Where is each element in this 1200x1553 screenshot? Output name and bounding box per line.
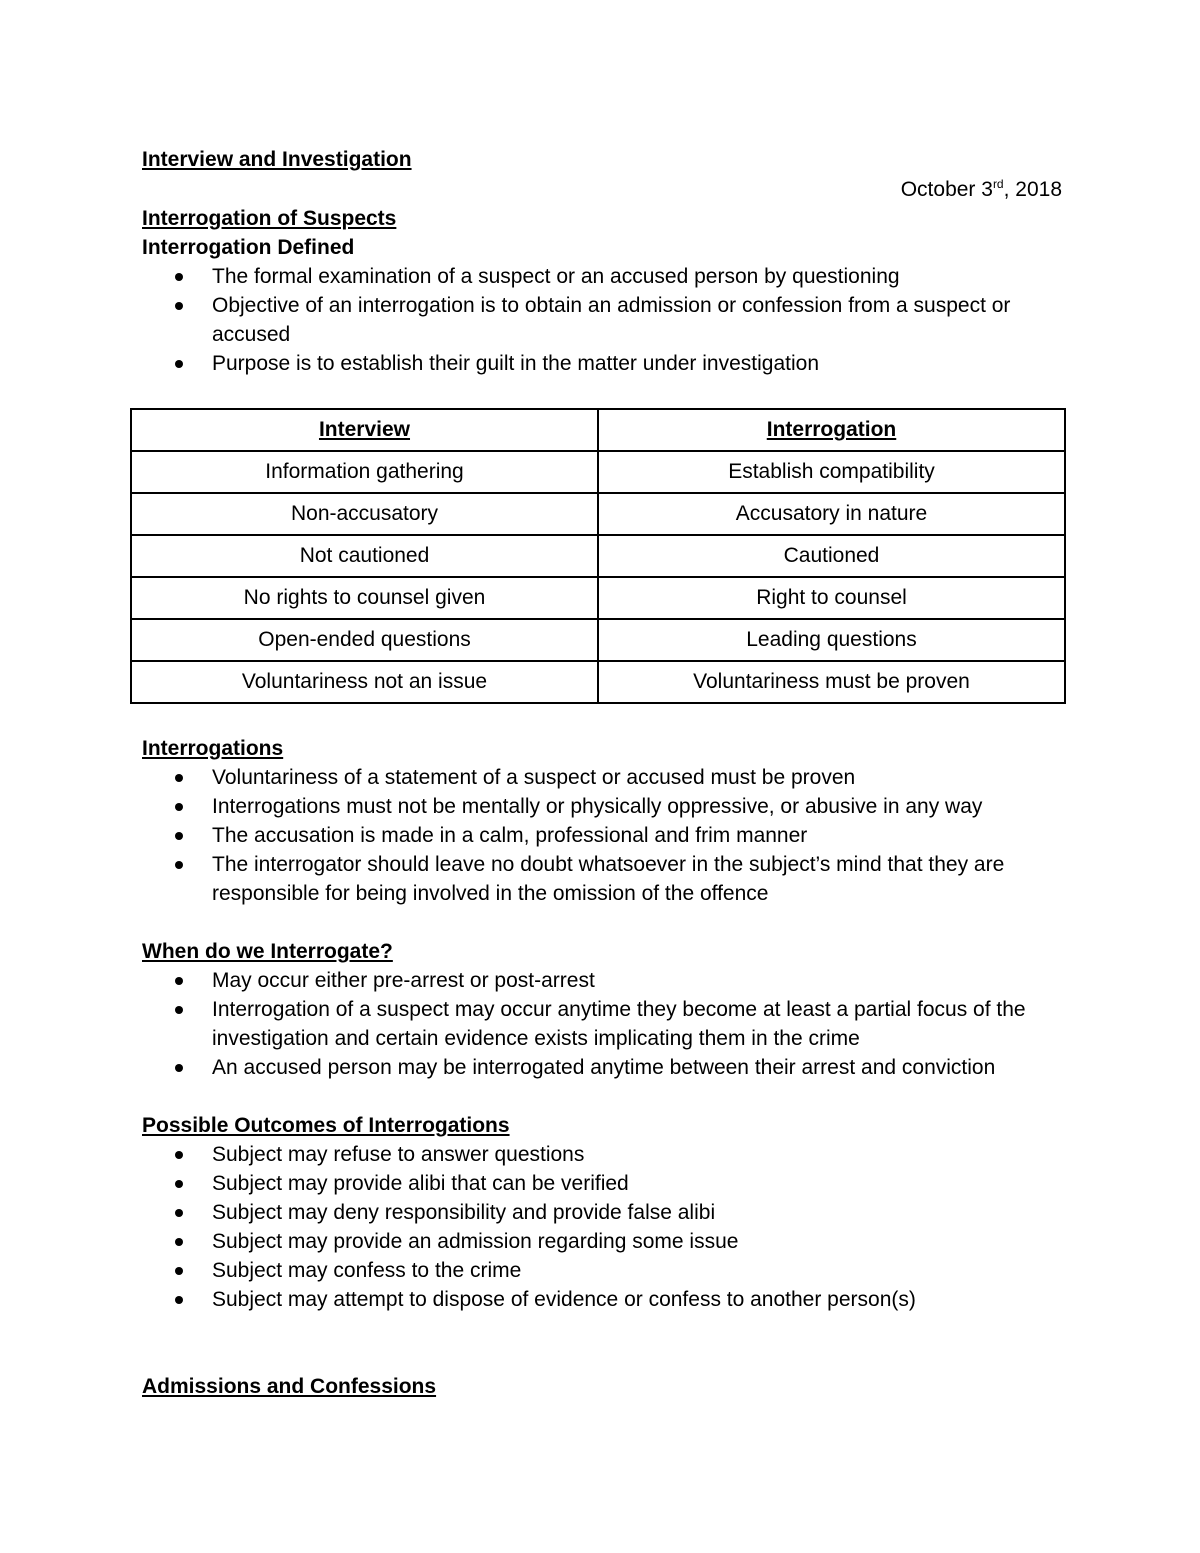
table-cell: Open-ended questions — [131, 619, 598, 661]
section-heading-when-interrogate: When do we Interrogate? — [142, 940, 393, 963]
bullet-icon — [175, 1006, 183, 1014]
list-item — [142, 1140, 1062, 1169]
bullet-icon — [175, 774, 183, 782]
list-item — [142, 966, 1062, 995]
section-heading-possible-outcomes: Possible Outcomes of Interrogations — [142, 1114, 510, 1137]
bullet-icon — [175, 832, 183, 840]
table-header-interview: Interview — [131, 409, 598, 451]
list-item-text: Subject may confess to the crime — [212, 1259, 522, 1282]
section-heading-interrogations: Interrogations — [142, 737, 284, 760]
table-cell: Accusatory in nature — [598, 493, 1065, 535]
bullet-icon — [175, 302, 183, 310]
section-heading-admissions: Admissions and Confessions — [142, 1375, 437, 1398]
table-header-row — [131, 409, 1065, 451]
list-item — [142, 291, 1062, 349]
list-item — [142, 1198, 1062, 1227]
bullet-icon — [175, 861, 183, 869]
list-item-text: Objective of an interrogation is to obtain an admission or confession from a suspect or accused — [212, 294, 1011, 346]
list-item-text: Interrogation of a suspect may occur anytime they become at least a partial focus of the investigation and certain evidence exists implicating them in the crime — [212, 998, 1026, 1050]
bullet-icon — [175, 1267, 183, 1275]
bullet-icon — [175, 360, 183, 368]
list-item — [142, 1256, 1062, 1285]
bullet-list-interrogation-defined — [142, 262, 1062, 378]
comparison-table — [130, 408, 1066, 704]
list-item-text: Subject may attempt to dispose of evidence or confess to another person(s) — [212, 1288, 916, 1311]
list-item — [142, 1169, 1062, 1198]
table-row — [131, 661, 1065, 703]
list-item — [142, 1227, 1062, 1256]
subheading-interrogation-defined: Interrogation Defined — [142, 236, 355, 259]
list-item-text: Subject may provide alibi that can be verified — [212, 1172, 629, 1195]
list-item — [142, 1053, 1062, 1082]
table-cell: Non-accusatory — [131, 493, 598, 535]
table-cell: Right to counsel — [598, 577, 1065, 619]
bullet-icon — [175, 273, 183, 281]
date-superscript: rd — [992, 177, 1004, 191]
table-row — [131, 451, 1065, 493]
list-item-text: Voluntariness of a statement of a suspect or accused must be proven — [212, 766, 856, 789]
section-heading-interrogation-of-suspects: Interrogation of Suspects — [142, 207, 397, 230]
list-item-text: The interrogator should leave no doubt whatsoever in the subject’s mind that they are responsible for being involved in the omission of the offence — [212, 853, 1005, 905]
document-date — [142, 176, 1062, 204]
list-item — [142, 821, 1062, 850]
table-cell: Leading questions — [598, 619, 1065, 661]
bullet-list-interrogations — [142, 763, 1062, 908]
list-item — [142, 763, 1062, 792]
list-item-text: May occur either pre-arrest or post-arrest — [212, 969, 595, 992]
list-item-text: Subject may deny responsibility and provide false alibi — [212, 1201, 716, 1224]
list-item-text: Purpose is to establish their guilt in the matter under investigation — [212, 352, 820, 375]
list-item — [142, 262, 1062, 291]
date-suffix: , 2018 — [1003, 178, 1062, 201]
date-prefix: October 3 — [900, 178, 993, 201]
bullet-icon — [175, 1209, 183, 1217]
list-item-text: An accused person may be interrogated anytime between their arrest and conviction — [212, 1056, 996, 1079]
list-item-text: Subject may refuse to answer questions — [212, 1143, 585, 1166]
document-title: Interview and Investigation — [142, 148, 412, 171]
list-item-text: Subject may provide an admission regarding some issue — [212, 1230, 739, 1253]
bullet-icon — [175, 803, 183, 811]
table-cell: Voluntariness not an issue — [131, 661, 598, 703]
list-item — [142, 349, 1062, 378]
table-cell: Information gathering — [131, 451, 598, 493]
bullet-icon — [175, 1238, 183, 1246]
list-item-text: Interrogations must not be mentally or physically oppressive, or abusive in any way — [212, 795, 983, 818]
bullet-icon — [175, 1296, 183, 1304]
list-item — [142, 850, 1062, 908]
bullet-list-possible-outcomes — [142, 1140, 1062, 1314]
list-item — [142, 792, 1062, 821]
table-row — [131, 577, 1065, 619]
table-cell: Voluntariness must be proven — [598, 661, 1065, 703]
list-item — [142, 1285, 1062, 1314]
list-item — [142, 995, 1062, 1053]
table-cell: No rights to counsel given — [131, 577, 598, 619]
table-row — [131, 493, 1065, 535]
document-content — [142, 144, 1062, 1401]
bullet-icon — [175, 1064, 183, 1072]
list-item-text: The accusation is made in a calm, professional and frim manner — [212, 824, 808, 847]
table-cell: Cautioned — [598, 535, 1065, 577]
bullet-icon — [175, 1180, 183, 1188]
table-cell: Establish compatibility — [598, 451, 1065, 493]
bullet-icon — [175, 1151, 183, 1159]
table-row — [131, 535, 1065, 577]
bullet-icon — [175, 977, 183, 985]
table-header-interrogation: Interrogation — [598, 409, 1065, 451]
bullet-list-when-interrogate — [142, 966, 1062, 1082]
list-item-text: The formal examination of a suspect or an accused person by questioning — [212, 265, 900, 288]
table-row — [131, 619, 1065, 661]
table-cell: Not cautioned — [131, 535, 598, 577]
